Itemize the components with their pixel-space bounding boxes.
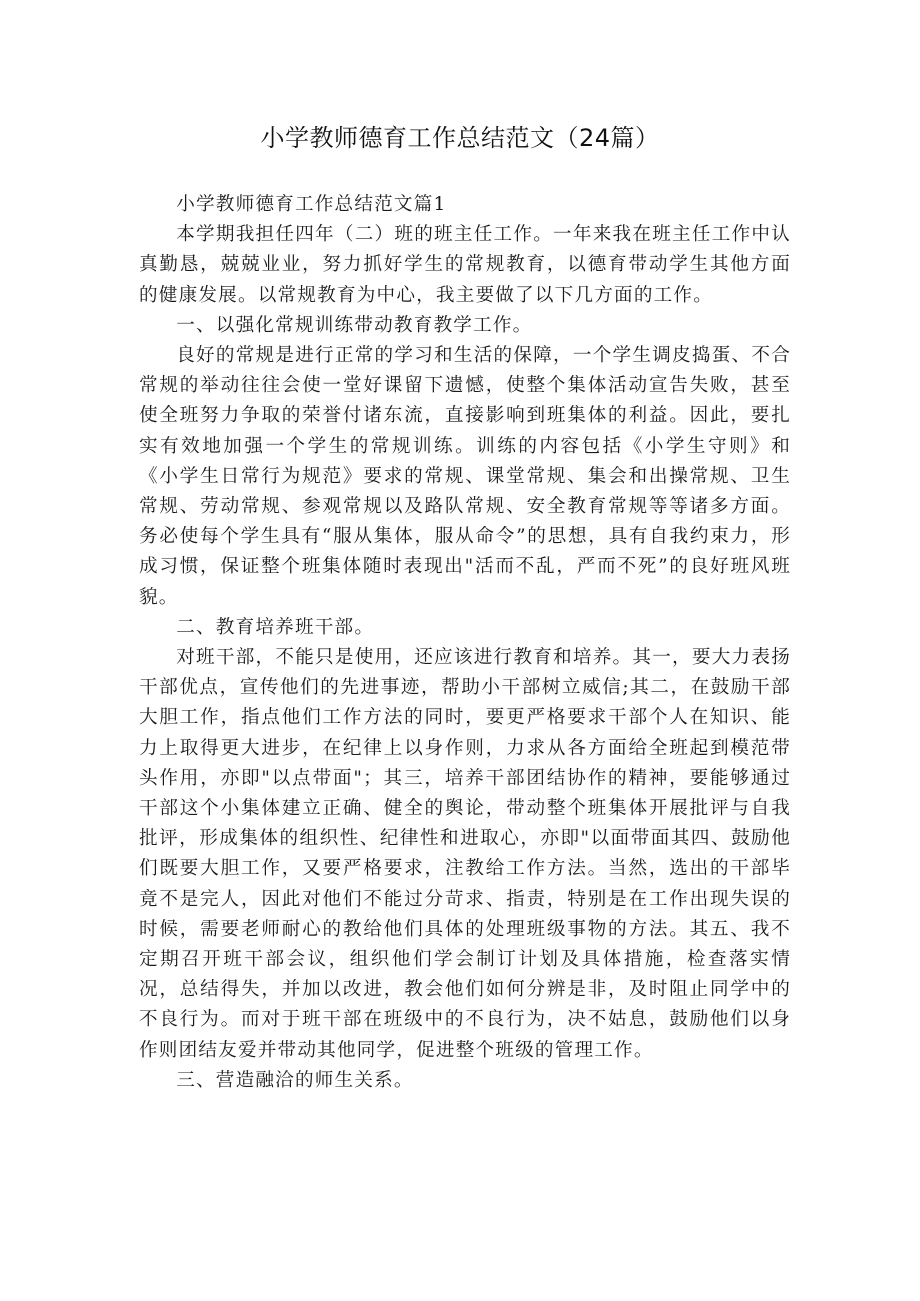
document-body: [139, 190, 791, 1096]
subsection-heading: 三、营造融洽的师生关系。: [176, 1069, 414, 1091]
paragraph: 良好的常规是进行正常的学习和生活的保障，一个学生调皮捣蛋、不合常规的举动往往会使一堂好课留下遗憾，使整个集体活动宣告失败，甚至使全班努力争取的荣誉付诸东流，直接影响到班集体的利益。因此，要扎实有效地加强一个学生的常规训练。训练的内容包括《小学生守则》和《小学生日常行为规范》要求的常规、课堂常规、集会和出操常规、卫生常规、劳动常规、参观常规以及路队常规、安全教育常规等等诸多方面。务必使每个学生具有“服从集体，服从命令”的思想，具有自我约束力，形成习惯，保证整个班集体随时表现出"活而不乱，严而不死”的良好班风班貌。: [139, 345, 791, 608]
document-title: 小学教师德育工作总结范文（24篇）: [260, 124, 660, 152]
paragraph: 对班干部，不能只是使用，还应该进行教育和培养。其一，要大力表扬干部优点，宣传他们的先进事迹，帮助小干部树立威信;其二，在鼓励干部大胆工作，指点他们工作方法的同时，要更严格要求干部个人在知识、能力上取得更大进步，在纪律上以身作则，力求从各方面给全班起到模范带头作用，亦即"以点带面"；其三，培养干部团结协作的精神，要能够通过干部这个小集体建立正确、健全的舆论，带动整个班集体开展批评与自我批评，形成集体的组织性、纪律性和进取心，亦即"以面带面其四、鼓励他们既要大胆工作，又要严格要求，注教给工作方法。当然，选出的干部毕竟不是完人，因此对他们不能过分苛求、指责，特别是在工作出现失误的时候，需要老师耐心的教给他们具体的处理班级事物的方法。其五、我不定期召开班干部会议，组织他们学会制订计划及具体措施，检查落实情况，总结得失，并加以改进，教会他们如何分辨是非，及时阻止同学中的不良行为。而对于班干部在班级中的不良行为，决不姑息，鼓励他们以身作则团结友爱并带动其他同学，促进整个班级的管理工作。: [139, 647, 791, 1061]
paragraph: 本学期我担任四年（二）班的班主任工作。一年来我在班主任工作中认真勤恳，兢兢业业，努力抓好学生的常规教育，以德育带动学生其他方面的健康发展。以常规教育为中心，我主要做了以下几方面的工作。: [139, 224, 791, 306]
section-heading: 小学教师德育工作总结范文篇1: [176, 194, 447, 215]
subsection-heading: 二、教育培养班干部。: [176, 616, 375, 638]
subsection-heading: 一、以强化常规训练带动教育教学工作。: [176, 314, 533, 336]
